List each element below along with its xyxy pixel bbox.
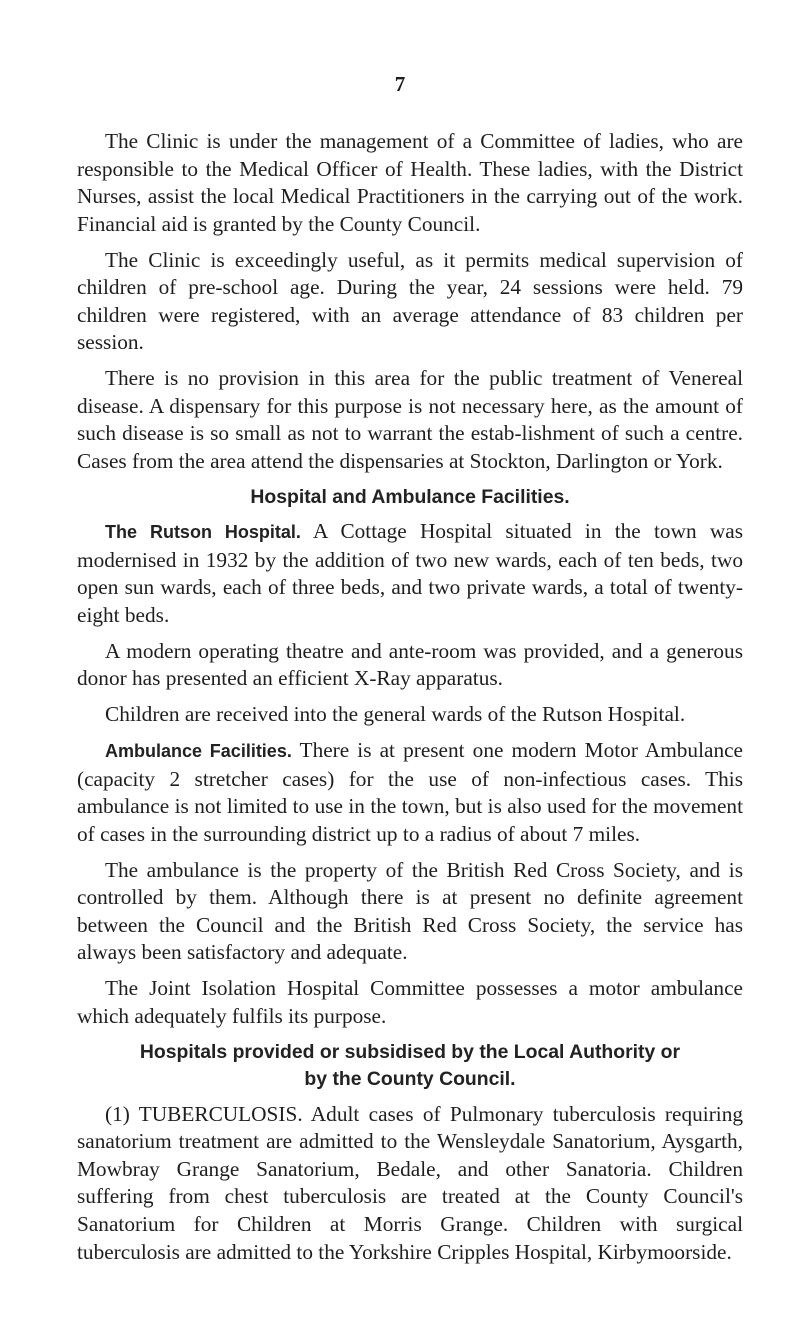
page-number: 7: [394, 72, 406, 96]
clinic-management-paragraph: The Clinic is under the management of a Committee of ladies, who are responsible to the Medical Officer of Health. These ladies, with the District Nurses, assist the local Medical Practitioners in the carrying out of the work. Financial aid is granted by the County Council.: [77, 129, 743, 236]
isolation-hospital-paragraph: The Joint Isolation Hospital Committee possesses a motor ambulance which adequately fulfils its purpose.: [77, 976, 743, 1028]
subsidised-hospitals-heading: [77, 1039, 743, 1094]
venereal-disease-paragraph: There is no provision in this area for the public treatment of Venereal disease. A dispensary for this purpose is not necessary here, as the amount of such disease is so small as not to warrant the estab-lishment of such a centre. Cases from the area attend the dispensaries at Stockton, Darlington or York.: [77, 366, 743, 473]
operating-theatre-paragraph: A modern operating theatre and ante-room was provided, and a generous donor has presented an efficient X-Ray apparatus.: [77, 638, 743, 691]
subsidised-heading-line-2: by the County Council.: [304, 1068, 516, 1091]
ambulance-facilities-text: There is at present one modern Motor Ambulance (capacity 2 stretcher cases) for the use of non-infectious cases. This ambulance is not limited to use in the town, but is also used for the movement of cases in the surrounding district up to a radius of about 7 miles.: [77, 738, 743, 846]
page-body: [77, 128, 743, 1274]
rutson-hospital-lead: The Rutson Hospital.: [105, 522, 301, 543]
clinic-usefulness-paragraph: The Clinic is exceedingly useful, as it permits medical supervision of children of pre-school age. During the year, 24 sessions were held. 79 children were registered, with an average attendance of 83 children per session.: [77, 247, 743, 355]
ambulance-facilities-paragraph: [77, 737, 743, 848]
rutson-hospital-paragraph: [77, 518, 743, 629]
hospital-ambulance-heading: Hospital and Ambulance Facilities.: [250, 485, 570, 508]
rutson-hospital-text: A Cottage Hospital situated in the town was modernised in 1932 by the addition of two new wards, each of ten beds, two open sun wards, each of three beds, and two private wards, a total of twenty-eight beds.: [77, 519, 743, 628]
red-cross-paragraph: The ambulance is the property of the British Red Cross Society, and is controlled by them. Although there is at present no definite agreement between the Council and the British Red Cross Society, the service has always been satisfactory and adequate.: [77, 857, 743, 965]
subsidised-heading-line-1: Hospitals provided or subsidised by the Local Authority or: [139, 1040, 681, 1063]
ambulance-facilities-lead: Ambulance Facilities.: [105, 741, 292, 761]
children-wards-paragraph: Children are received into the general wards of the Rutson Hospital.: [105, 702, 686, 727]
tuberculosis-paragraph: (1) TUBERCULOSIS. Adult cases of Pulmonary tuberculosis requiring sanatorium treatment are admitted to the Wensleydale Sanatorium, Aysgarth, Mowbray Grange Sanatorium, Bedale, and other Sanatoria. Children suffering from chest tuberculosis are treated at the County Council's Sanatorium for Children at Morris Grange. Children with surgical tuberculosis are admitted to the Yorkshire Cripples Hospital, Kirbymoorside.: [77, 1101, 743, 1264]
